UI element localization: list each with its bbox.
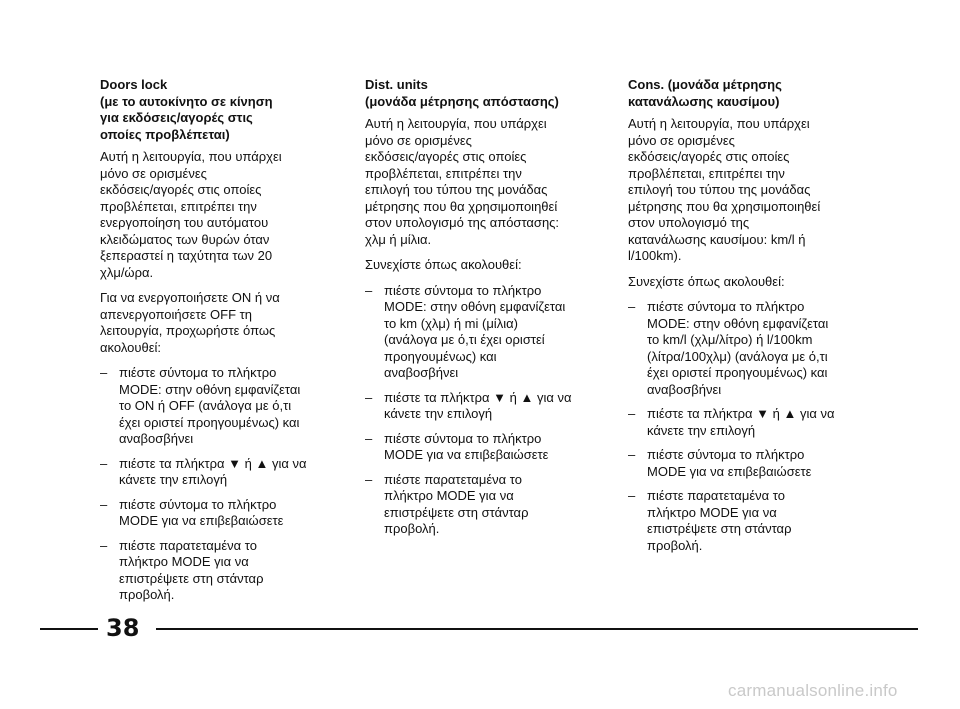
text-line: πιέστε τα πλήκτρα ▼ ή ▲ για να [647, 406, 835, 421]
page-number: 38 [106, 614, 140, 642]
text-line: πιέστε παρατεταμένα το [119, 537, 257, 553]
list-item [100, 497, 332, 530]
text-line: αναβοσβήνει [119, 431, 194, 446]
text-line: έχει οριστεί προηγουμένως) και [119, 414, 300, 430]
dash-marker: – [100, 496, 108, 512]
dash-marker: – [628, 488, 636, 503]
text-line: επιστρέψετε στη στάνταρ [119, 570, 264, 586]
paragraph [365, 116, 597, 248]
text-line: στον υπολογισμό της [628, 215, 750, 230]
dash-marker: – [365, 471, 373, 487]
text-line: Συνεχίστε όπως ακολουθεί: [628, 273, 785, 289]
text-line: ξεπεραστεί η ταχύτητα των 20 [100, 248, 273, 263]
dash-marker: – [100, 455, 108, 471]
text-line: απενεργοποιήσετε OFF τη [100, 306, 252, 322]
text-line: χλμ ή μίλια. [365, 231, 432, 247]
dash-marker: – [100, 537, 108, 553]
text-line: MODE: στην οθόνη εμφανίζεται [384, 299, 566, 314]
dash-marker: – [365, 389, 373, 405]
step-list [628, 299, 860, 554]
text-line: Αυτή η λειτουργία, που υπάρχει [628, 116, 810, 131]
paragraph [628, 116, 860, 265]
text-line: ενεργοποίηση του αυτόματου [100, 215, 269, 230]
section-heading [365, 77, 597, 110]
list-item [365, 472, 597, 538]
heading-line: Doors lock [100, 77, 168, 92]
text-line: MODE για να επιβεβαιώσετε [647, 463, 812, 479]
text-line: προβλέπεται, επιτρέπει την [365, 165, 522, 181]
text-line: Αυτή η λειτουργία, που υπάρχει [365, 116, 547, 131]
list-item [365, 390, 597, 423]
list-item [628, 299, 860, 398]
text-line: κλειδώματος των θυρών όταν [100, 231, 270, 247]
text-line: εκδόσεις/αγορές στις οποίες [100, 182, 262, 197]
paragraph [628, 274, 860, 291]
text-line: MODE για να επιβεβαιώσετε [384, 447, 549, 462]
text-line: λειτουργία, προχωρήστε όπως [100, 323, 276, 338]
text-line: προβλέπεται, επιτρέπει την [100, 198, 257, 214]
text-line: Αυτή η λειτουργία, που υπάρχει [100, 149, 282, 164]
text-line: χλμ/ώρα. [100, 264, 154, 280]
paragraph [365, 257, 597, 274]
section-heading [628, 77, 860, 110]
text-line: προβολή. [384, 521, 440, 536]
text-line: πιέστε παρατεταμένα το [647, 488, 785, 503]
text-line: πλήκτρο MODE για να [119, 554, 249, 569]
heading-line: Cons. (μονάδα μέτρησης [628, 77, 782, 92]
watermark: carmanualsonline.info [728, 681, 898, 700]
text-line: MODE: στην οθόνη εμφανίζεται [647, 315, 829, 331]
dash-marker: – [365, 430, 373, 446]
footer-rule-right [156, 628, 918, 630]
text-line: πλήκτρο MODE για να [647, 504, 777, 520]
dash-marker: – [628, 447, 636, 462]
text-line: προβολή. [647, 537, 703, 553]
list-item [100, 365, 332, 448]
column-cons-units [628, 77, 860, 562]
text-line: μόνο σε ορισμένες [100, 165, 207, 181]
text-line: πιέστε σύντομα το πλήκτρο [384, 282, 542, 298]
text-line: πιέστε τα πλήκτρα ▼ ή ▲ για να [119, 455, 307, 471]
text-line: μόνο σε ορισμένες [365, 132, 472, 148]
text-line: επιλογή του τύπου της μονάδας [365, 182, 548, 197]
text-line: μέτρησης που θα χρησιμοποιηθεί [628, 198, 821, 214]
list-item [628, 406, 860, 439]
text-line: Για να ενεργοποιήσετε ON ή να [100, 290, 280, 305]
heading-line: κατανάλωσης καυσίμου) [628, 93, 780, 109]
text-line: πιέστε σύντομα το πλήκτρο [384, 430, 542, 446]
text-line: μόνο σε ορισμένες [628, 132, 735, 148]
text-line: επιστρέψετε στη στάνταρ [384, 504, 529, 520]
paragraph [100, 149, 332, 281]
dash-marker: – [628, 299, 636, 314]
text-line: MODE για να επιβεβαιώσετε [119, 513, 284, 528]
dash-marker: – [100, 365, 108, 380]
text-line: εκδόσεις/αγορές στις οποίες [365, 149, 527, 164]
text-line: πιέστε σύντομα το πλήκτρο [119, 365, 277, 380]
text-line: κάνετε την επιλογή [647, 422, 756, 438]
text-line: κάνετε την επιλογή [119, 472, 228, 487]
list-item [365, 283, 597, 382]
text-line: πιέστε τα πλήκτρα ▼ ή ▲ για να [384, 389, 572, 405]
dash-marker: – [628, 406, 636, 421]
heading-line: οποίες προβλέπεται) [100, 126, 230, 142]
text-line: κάνετε την επιλογή [384, 406, 493, 421]
text-line: αναβοσβήνει [647, 381, 722, 397]
list-item [628, 488, 860, 554]
text-line: εκδόσεις/αγορές στις οποίες [628, 149, 790, 164]
text-line: πλήκτρο MODE για να [384, 488, 514, 503]
list-item [365, 431, 597, 464]
text-line: επιλογή του τύπου της μονάδας [628, 182, 811, 197]
text-line: προβλέπεται, επιτρέπει την [628, 165, 785, 181]
column-doors-lock [100, 77, 332, 612]
text-line: πιέστε σύντομα το πλήκτρο [647, 299, 805, 314]
text-line: έχει οριστεί προηγουμένως) και [647, 365, 828, 380]
text-line: (ανάλογα με ό,τι έχει οριστεί [384, 332, 545, 347]
text-line: ακολουθεί: [100, 339, 162, 355]
section-heading [100, 77, 332, 143]
text-line: Συνεχίστε όπως ακολουθεί: [365, 257, 522, 272]
text-line: το km/l (χλμ/λίτρο) ή l/100km [647, 332, 813, 347]
text-line: πιέστε σύντομα το πλήκτρο [119, 496, 277, 512]
list-item [628, 447, 860, 480]
step-list [100, 365, 332, 604]
step-list [365, 283, 597, 538]
text-line: (λίτρα/100χλμ) (ανάλογα με ό,τι [647, 348, 828, 364]
text-line: το km (χλμ) ή mi (μίλια) [384, 315, 518, 331]
heading-line: για εκδόσεις/αγορές στις [100, 110, 253, 125]
heading-line: Dist. units [365, 77, 428, 92]
text-line: πιέστε παρατεταμένα το [384, 471, 522, 487]
heading-line: (με το αυτοκίνητο σε κίνηση [100, 93, 273, 109]
list-item [100, 456, 332, 489]
text-line: το ON ή OFF (ανάλογα με ό,τι [119, 398, 292, 413]
heading-line: (μονάδα μέτρησης απόστασης) [365, 93, 559, 109]
paragraph [100, 290, 332, 356]
list-item [100, 538, 332, 604]
column-dist-units [365, 77, 597, 546]
footer-rule-left [40, 628, 98, 630]
text-line: l/100km). [628, 248, 682, 263]
text-line: MODE: στην οθόνη εμφανίζεται [119, 381, 301, 397]
text-line: προηγουμένως) και [384, 348, 497, 364]
text-line: στον υπολογισμό της απόστασης: [365, 215, 560, 230]
text-line: επιστρέψετε στη στάνταρ [647, 521, 792, 536]
text-line: μέτρησης που θα χρησιμοποιηθεί [365, 198, 558, 214]
text-line: κατανάλωσης καυσίμου: km/l ή [628, 231, 806, 247]
dash-marker: – [365, 282, 373, 298]
text-line: προβολή. [119, 587, 175, 602]
text-line: πιέστε σύντομα το πλήκτρο [647, 447, 805, 462]
text-line: αναβοσβήνει [384, 365, 459, 380]
